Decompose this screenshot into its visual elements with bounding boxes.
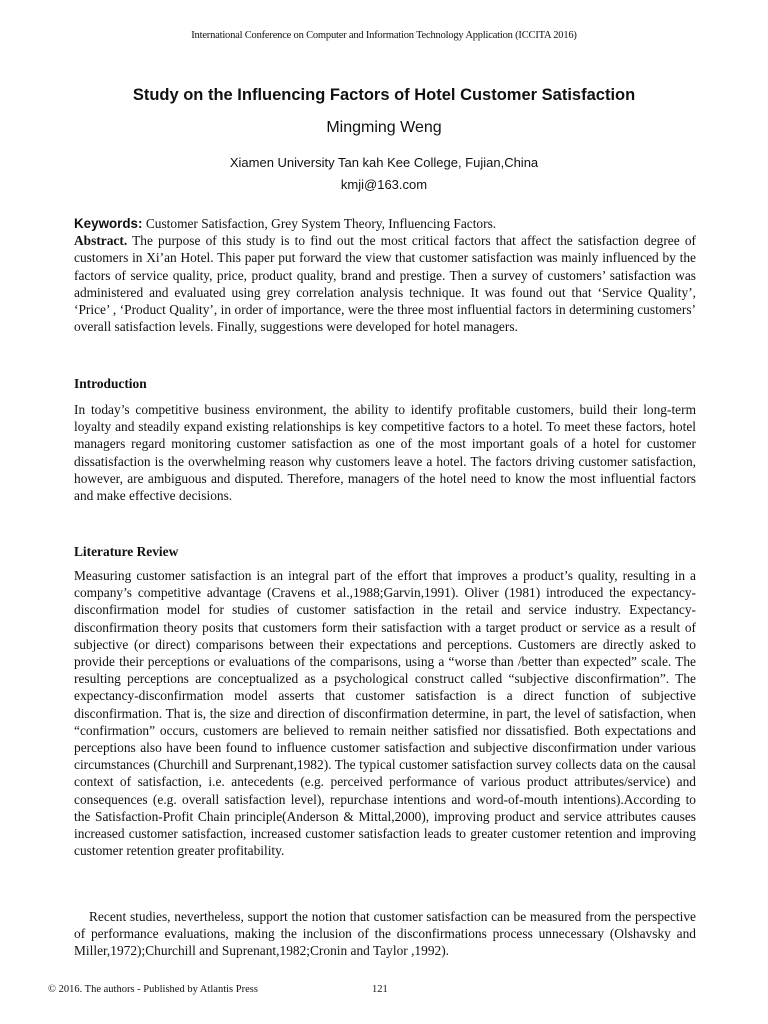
abstract-paragraph (74, 232, 696, 335)
keywords-text: Customer Satisfaction, Grey System Theory, Influencing Factors. (142, 216, 497, 231)
keywords-line (74, 215, 696, 232)
footer-copyright: © 2016. The authors - Published by Atlantis Press (48, 984, 258, 995)
literature-review-heading: Literature Review (74, 544, 179, 559)
keywords-abstract-block (74, 215, 696, 335)
literature-review-paragraph: Measuring customer satisfaction is an integral part of the effort that improves a product’s quality, resulting in a company’s competitive advantage (Cravens et al.,1988;Garvin,1991). Oliver (1981) introduced the expectancy-disconfirmation model for studies of customer satisfaction in the retail and service industry. Expectancy-disconfirmation theory posits that customers form their satisfaction with a target product or service as a result of subjective (or direct) comparisons between their expectations and perceptions. Customers are directly asked to provide their perceptions or evaluations of the comparisons, using a “worse than /better than expected” scale. The resulting perceptions are conceptualized as a psychological construct called “subjective disconfirmation”. The expectancy-disconfirmation model asserts that customer satisfaction is a direct function of subjective disconfirmation. That is, the size and direction of disconfirmation determine, in part, the level of satisfaction, when “confirmation” occurs, customers are believed to remain neither satisfied nor dissatisfied. Both expectations and perceptions also have been found to influence customer satisfaction and subjective disconfirmation under various circumstances (Churchill and Surprenant,1982). The typical customer satisfaction survey collects data on the causal context of satisfaction, i.e. antecedents (e.g. perceived performance of various product attributes/service) and consequences (e.g. overall satisfaction level), repurchase intentions and word-of-mouth intentions).According to the Satisfaction-Profit Chain principle(Anderson & Mittal,2000), improving product and service attributes causes increased customer satisfaction, increased customer satisfaction leads to greater customer retention and improving customer retention greater profitability. (74, 568, 696, 859)
author-affiliation: Xiamen University Tan kah Kee College, Fujian,China (229, 155, 539, 170)
literature-review-paragraph-2: Recent studies, nevertheless, support the notion that customer satisfaction can be measured from the perspective of performance evaluations, making the inclusion of the disconfirmations process unnecessary (Olshavsky and Miller,1972);Churchill and Suprenant,1982;Cronin and Taylor ,1992). (74, 909, 696, 959)
abstract-label: Abstract. (74, 233, 128, 249)
running-head: International Conference on Computer and Information Technology Application (ICCITA 2016) (191, 30, 577, 41)
author-email: kmji@163.com (340, 177, 428, 192)
introduction-heading: Introduction (74, 376, 147, 391)
paper-title: Study on the Influencing Factors of Hotel Customer Satisfaction (132, 86, 636, 104)
keywords-label: Keywords: (74, 216, 143, 231)
introduction-paragraph: In today’s competitive business environment, the ability to identify profitable customers, build their long-term loyalty and steadily expand existing relationships is key competitive factors to a hotel. To meet these factors, hotel managers regard monitoring customer satisfaction as one of the most important goals of a hotel for customer dissatisfaction is the overwhelming reason why customers leave a hotel. The factors driving customer satisfaction, however, are ambiguous and disputed. Therefore, managers of the hotel need to know the most influential factors and make effective decisions. (74, 402, 696, 504)
page-number: 121 (372, 984, 388, 995)
abstract-text: The purpose of this study is to find out the most critical factors that affect the satisfaction degree of customers in Xi’an Hotel. This paper put forward the view that customer satisfaction was mainly influenced by the factors of service quality, price, product quality, brand and prestige. Then a survey of customers’ satisfaction was administered and evaluated using grey correlation analysis technique. It was found out that ‘Service Quality’, ‘Price’ , ‘Product Quality’, in order of importance, were the three most influential factors in determining customers’ overall satisfaction levels. Finally, suggestions were developed for hotel managers. (74, 233, 696, 335)
author-name: Mingming Weng (326, 119, 442, 136)
